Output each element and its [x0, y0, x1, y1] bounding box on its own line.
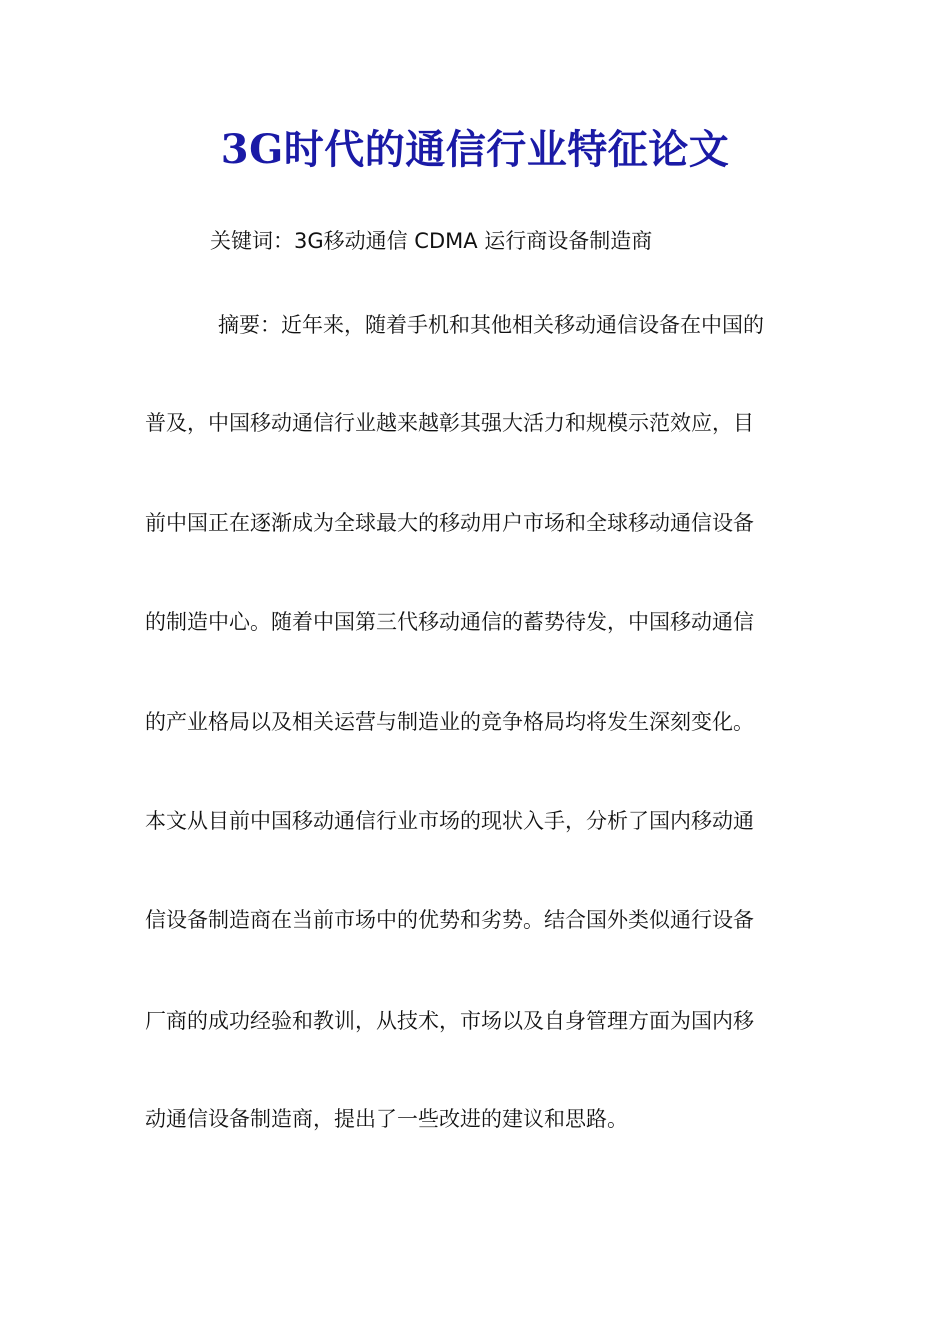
- abstract-line-8: 厂商的成功经验和教训，从技术，市场以及自身管理方面为国内移: [145, 1009, 754, 1033]
- abstract-line-3: 前中国正在逐渐成为全球最大的移动用户市场和全球移动通信设备: [145, 511, 754, 535]
- abstract-line-4: 的制造中心。随着中国第三代移动通信的蓄势待发，中国移动通信: [145, 610, 754, 634]
- abstract-line-5: 的产业格局以及相关运营与制造业的竞争格局均将发生深刻变化。: [145, 710, 754, 734]
- page-title: 3G时代的通信行业特征论文: [220, 126, 730, 173]
- abstract-line-2: 普及，中国移动通信行业越来越彰其强大活力和规模示范效应，目: [145, 411, 754, 435]
- abstract-line-1: 摘要：近年来，随着手机和其他相关移动通信设备在中国的: [218, 313, 764, 337]
- abstract-line-9: 动通信设备制造商，提出了一些改进的建议和思路。: [145, 1107, 628, 1131]
- abstract-line-7: 信设备制造商在当前市场中的优势和劣势。结合国外类似通行设备: [145, 908, 754, 932]
- keywords-line: 关键词：3G移动通信 CDMA 运行商设备制造商: [210, 229, 653, 253]
- abstract-line-6: 本文从目前中国移动通信行业市场的现状入手，分析了国内移动通: [145, 809, 754, 833]
